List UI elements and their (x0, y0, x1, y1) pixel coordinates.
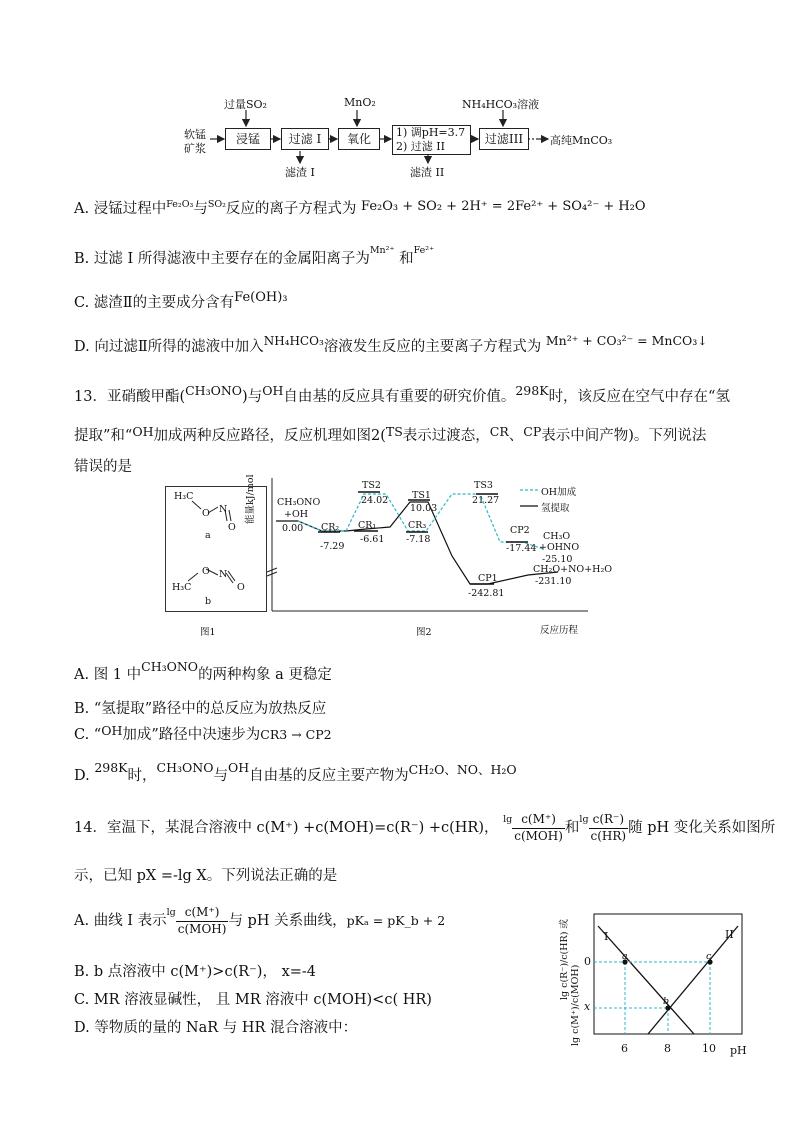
step-filter-3: 过滤III (479, 128, 529, 150)
add-product-value: -25.10 (542, 554, 573, 565)
q13-option-a: A. 图 1 中CH₃ONO的两种构象 a 更稳定 (74, 659, 332, 683)
add-product-1: CH₃O (543, 531, 571, 542)
reagent-so2: 过量SO₂ (224, 98, 267, 111)
fig1-caption: 图1 (200, 627, 216, 638)
fig1-label-a: a (205, 530, 211, 541)
step-adjust-ph (392, 125, 471, 155)
ts1-label: TS1 (412, 490, 431, 501)
q14-ph-graph (570, 912, 750, 1042)
q13-option-c: C. “OH加成”路径中决速步为CR3 → CP2 (74, 723, 332, 743)
q13-option-b: B. “氢提取”路径中的总反应为放热反应 (74, 701, 327, 717)
step4-line1: 1) 调pH=3.7 (396, 126, 466, 139)
q14-stem-line1: 14．室温下，某混合溶液中 c(M⁺) +c(MOH)=c(R⁻) +c(HR)， $^{lg}$ $\frac{c(M^+)}{\text{c(MOH)}}$ 和$^{lg}$ $\frac{c(R^-)}{c(HR)}$ 随 pH 变化关系如图所 (74, 812, 776, 843)
q14-option-d: D. 等物质的量的 NaR 与 HR 混合溶液中： (74, 1020, 358, 1036)
fig1-b-h3c: H₃C (172, 582, 192, 593)
fig1-a-o2: O (228, 522, 236, 533)
q14-option-a: A. 曲线 I 表示$^{lg}$ $\frac{c(M^+)}{\text{c(MOH)}}$ 与 pH 关系曲线，pKₐ = pK_b + 2 (74, 905, 446, 936)
start-label-1: CH₃ONO (277, 497, 321, 508)
x-tick-10: 10 (702, 1042, 716, 1055)
start-label-2: +OH (284, 509, 309, 520)
fig1-a-h3c: H₃C (174, 491, 194, 502)
q13-stem-line3: 错误的是 (74, 459, 132, 475)
q13-stem-line2: 提取”和“OH加成两种反应路径，反应机理如图2(TS表示过渡态，CR、CP表示中间产物)。下列说法 (74, 424, 707, 444)
ts2-label: TS2 (362, 480, 381, 491)
start-value: 0.00 (282, 523, 304, 534)
curve-1-label: I (604, 930, 609, 943)
x-tick-8: 8 (664, 1042, 671, 1055)
q13-stem-line1: 13．亚硝酸甲酯(CH₃ONO)与OH自由基的反应具有重要的研究价值。298K时，该反应在空气中存在“氢 (74, 383, 730, 405)
cp2-label: CP2 (510, 525, 530, 536)
step-leaching: 浸锰 (225, 128, 271, 150)
fig2-caption: 图2 (416, 627, 432, 638)
fig1-a-n: N (219, 504, 228, 515)
cp1-value: -242.81 (468, 588, 505, 599)
ts3-value: 21.27 (472, 495, 500, 506)
y-tick-0: 0 (584, 955, 591, 968)
reagent-mno2: MnO₂ (344, 96, 376, 109)
fraction-m: $\frac{c(M^+)}{\text{c(MOH)}}$ (514, 812, 563, 843)
q14-option-b: B. b 点溶液中 c(M⁺)>c(R⁻)， x=-4 (74, 964, 317, 980)
cr2-value: -7.29 (320, 541, 345, 552)
reagent-nh4hco3: NH₄HCO₃溶液 (462, 98, 540, 111)
ts2-value: 24.02 (361, 495, 389, 506)
step-filter-1: 过滤 I (281, 128, 329, 150)
x-axis-ph: pH (730, 1044, 747, 1057)
cr1-value: -6.61 (360, 534, 385, 545)
product-label: 高纯MnCO₃ (550, 134, 613, 147)
feed-label-top: 软锰 (184, 128, 206, 141)
feed-label-bottom: 矿浆 (184, 142, 206, 155)
fraction-r: $\frac{c(R^-)}{c(HR)}$ (590, 812, 627, 843)
q12-option-a: A. 浸锰过程中$^{Fe_2O_3}$与$^{SO_2}$反应的离子方程式为 Fe₂O₃ + SO₂ + 2H⁺ = 2Fe²⁺ + SO₄²⁻ + H₂O (74, 199, 646, 217)
curve-2-label: II (725, 928, 734, 941)
y-axis-label-bottom: lg c(M⁺)/c(MOH) (570, 964, 581, 1046)
fig1-a-o: O (202, 508, 210, 519)
q12-option-d: D. 向过滤Ⅱ所得的滤液中加入$^{NH_4HCO_3}$溶液发生反应的主要离子方程式为 Mn²⁺ + CO₃²⁻ = MnCO₃↓ (74, 333, 708, 355)
point-b-label: b (663, 996, 670, 1007)
q13-option-d: D. 298K时，CH₃ONO与OH自由基的反应主要产物为CH₂O、NO、H₂O (74, 760, 517, 784)
y-tick-x: x (584, 1000, 591, 1013)
legend-oh-addition: OH加成 (541, 487, 577, 498)
y-axis-label-top: lg c(R⁻)/c(HR) 或 (559, 919, 570, 1000)
fig1-label-b: b (205, 596, 212, 607)
step4-line2: 2) 过滤 II (396, 140, 445, 153)
fig1-b-o: O (202, 566, 210, 577)
point-c-label: c (706, 951, 712, 962)
x-tick-6: 6 (621, 1042, 628, 1055)
q14-option-c: C. MR 溶液显碱性， 且 MR 溶液中 c(MOH)<c( HR) (74, 992, 432, 1008)
fig1-b-n: N (219, 569, 228, 580)
cp1-label: CP1 (478, 573, 498, 584)
h-product-value: -231.10 (535, 576, 572, 587)
q14-stem-line2: 示，已知 pX =-lg X。下列说法正确的是 (74, 868, 338, 884)
cr3-value: -7.18 (406, 534, 431, 545)
h-product: CH₂O+NO+H₂O (533, 564, 613, 575)
cp2-value: -17.44 (506, 543, 537, 554)
fraction-m-option-a: $\frac{c(M^+)}{\text{c(MOH)}}$ (177, 905, 227, 936)
ts3-label: TS3 (474, 480, 493, 491)
add-product-2: +OHNO (539, 542, 580, 553)
energy-axis-label: 能量kJ/mol (245, 474, 256, 524)
cr1-label: CR₁ (358, 520, 377, 531)
legend-h-abstraction: 氢提取 (541, 503, 570, 514)
fig1-b-o2: O (237, 582, 245, 593)
x-axis-label: 反应历程 (540, 625, 579, 636)
point-a-label: a (622, 951, 628, 962)
q12-option-c: C. 滤渣Ⅱ的主要成分含有Fe(OH)₃ (74, 290, 288, 311)
residue-2: 滤渣 II (410, 166, 445, 179)
residue-1: 滤渣 I (285, 166, 315, 179)
ts1-value: 10.03 (410, 503, 438, 514)
cr2-label: CR₂ (321, 522, 340, 533)
step-oxidation: 氧化 (338, 128, 380, 150)
q12-option-b: B. 过滤 I 所得滤液中主要存在的金属阳离子为$^{Mn^{2+}}$ 和$^{Fe^{2+}}$ (74, 245, 435, 267)
cr3-label: CR₃ (408, 520, 427, 531)
